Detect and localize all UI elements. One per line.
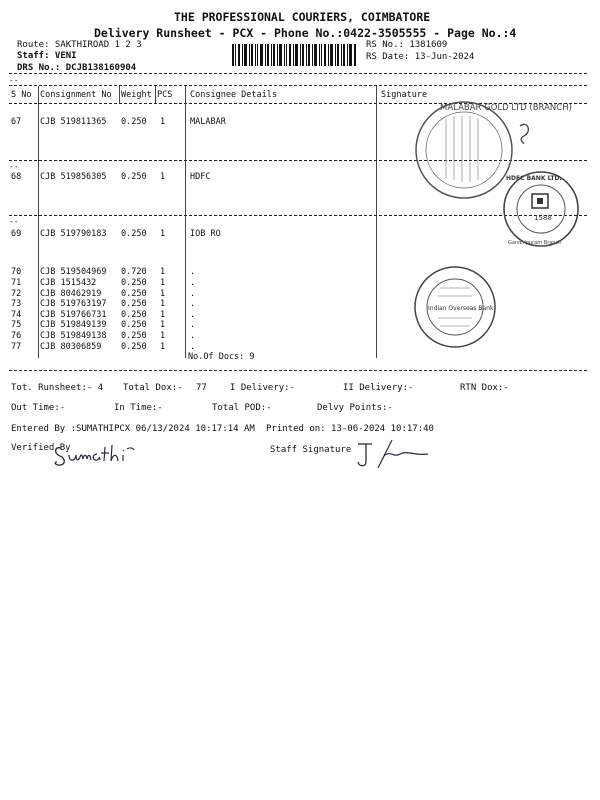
printed-on: Printed on: 13-06-2024 10:17:40: [266, 424, 434, 434]
col-header-signature: Signature: [381, 90, 428, 100]
col-header-consignment: Consignment No: [40, 90, 112, 100]
rs-number: RS No.: 1381609: [366, 40, 448, 50]
row-weight: 0.250: [121, 320, 147, 330]
col-header-consignee: Consignee Details: [190, 90, 277, 100]
row-sno: 68: [11, 172, 22, 182]
row-pcs: 1: [160, 331, 166, 341]
row-sno: 69: [11, 229, 22, 239]
divider-mark: --: [9, 162, 19, 171]
row-consignee: .: [190, 278, 196, 288]
row-consignment: CJB 519849139: [40, 320, 107, 330]
row-weight: 0.250: [121, 172, 147, 182]
total-dox-label: Total Dox:-: [123, 383, 183, 393]
row-sno: 75: [11, 320, 22, 330]
total-dox-value: 77: [196, 383, 207, 393]
stamp-text: HDFC BANK LTD.: [506, 175, 562, 182]
staff-label: Staff: VENI: [17, 51, 77, 61]
row-consignee: .: [190, 331, 196, 341]
column-rule: [38, 86, 39, 358]
tot-runsheet: Tot. Runsheet:- 4: [11, 383, 104, 393]
drs-number: DRS No.: DCJB138160904: [17, 63, 137, 73]
verified-signature: [52, 440, 147, 470]
row-weight: 0.250: [121, 117, 147, 127]
row-sno: 77: [11, 342, 22, 352]
row-weight: 0.250: [121, 331, 147, 341]
row-consignment: CJB 80306859: [40, 342, 102, 352]
delvy-points: Delvy Points:-: [317, 403, 393, 413]
total-pod: Total POD:-: [212, 403, 272, 413]
row-consignment: CJB 519856305: [40, 172, 107, 182]
row-pcs: 1: [160, 278, 166, 288]
row-pcs: 1: [160, 299, 166, 309]
row-sno: 67: [11, 117, 22, 127]
row-pcs: 1: [160, 267, 166, 277]
row-sno: 71: [11, 278, 22, 288]
divider: [9, 85, 587, 86]
col-header-sno: S No: [11, 90, 32, 100]
row-consignment: CJB 519766731: [40, 310, 107, 320]
row-pcs: 1: [160, 229, 166, 239]
stamp-text: MALABAR GOLD LTD (BRANCH): [440, 103, 572, 113]
divider: [9, 370, 587, 371]
rs-date: RS Date: 13-Jun-2024: [366, 52, 475, 62]
row-consignee: .: [190, 299, 196, 309]
column-rule: [376, 86, 377, 358]
row-consignee: IOB RO: [190, 229, 221, 239]
column-rule: [119, 86, 120, 103]
row-consignment: CJB 519763197: [40, 299, 107, 309]
row-pcs: 1: [160, 172, 166, 182]
col-header-weight: Weight: [121, 90, 152, 100]
barcode: [232, 44, 356, 66]
row-consignee: .: [190, 267, 196, 277]
out-time: Out Time:-: [11, 403, 66, 413]
divider: [9, 73, 587, 74]
row-pcs: 1: [160, 289, 166, 299]
iob-stamp: [412, 264, 498, 350]
row-consignee: .: [190, 310, 196, 320]
in-time: In Time:-: [114, 403, 163, 413]
row-weight: 0.250: [121, 310, 147, 320]
rtn-dox: RTN Dox:-: [460, 383, 509, 393]
row-consignment: CJB 519849138: [40, 331, 107, 341]
divider-mark: --: [9, 217, 19, 226]
row-weight: 0.250: [121, 342, 147, 352]
stamp-text: Indian Overseas Bank: [428, 305, 494, 312]
row-weight: 0.250: [121, 299, 147, 309]
row-pcs: 1: [160, 342, 166, 352]
verified-by: Verified By: [11, 443, 71, 453]
row-sno: 70: [11, 267, 22, 277]
route-label: Route: SAKTHIROAD 1 2 3: [17, 40, 142, 50]
no-of-docs: No.Of Docs: 9: [188, 352, 255, 362]
row-consignment: CJB 519504969: [40, 267, 107, 277]
ii-delivery: II Delivery:-: [343, 383, 414, 393]
staff-signature-label: Staff Signature: [270, 445, 352, 455]
row-consignment: CJB 1515432: [40, 278, 97, 288]
row-sno: 72: [11, 289, 22, 299]
row-consignee: .: [190, 342, 196, 352]
row-weight: 0.250: [121, 278, 147, 288]
row-pcs: 1: [160, 310, 166, 320]
row-sno: 76: [11, 331, 22, 341]
stamp-code: 1588: [534, 214, 552, 222]
column-rule: [185, 86, 186, 358]
row-weight: 0.250: [121, 229, 147, 239]
row-consignee: .: [190, 289, 196, 299]
entered-by: Entered By :SUMATHIPCX 06/13/2024 10:17:14 AM: [11, 424, 255, 434]
row-consignee: .: [190, 320, 196, 330]
staff-signature: [356, 440, 446, 470]
stamp-subtext: Gandhipuram Branch: [508, 240, 562, 246]
row-consignment: CJB 519790183: [40, 229, 107, 239]
row-sno: 74: [11, 310, 22, 320]
row-sno: 73: [11, 299, 22, 309]
runsheet-heading: Delivery Runsheet - PCX - Phone No.:0422-3505555 - Page No.:4: [94, 26, 517, 40]
company-title: THE PROFESSIONAL COURIERS, COIMBATORE: [174, 10, 431, 24]
row-consignment: CJB 519811365: [40, 117, 107, 127]
row-pcs: 1: [160, 117, 166, 127]
divider-mark: --: [9, 76, 19, 85]
row-weight: 0.720: [121, 267, 147, 277]
column-rule: [155, 86, 156, 103]
hdfc-stamp: [500, 168, 582, 250]
row-weight: 0.250: [121, 289, 147, 299]
row-pcs: 1: [160, 320, 166, 330]
row-consignee: HDFC: [190, 172, 211, 182]
col-header-pcs: PCS: [157, 90, 173, 100]
i-delivery: I Delivery:-: [230, 383, 296, 393]
row-consignee: MALABAR: [190, 117, 226, 127]
row-consignment: CJB 80462919: [40, 289, 102, 299]
